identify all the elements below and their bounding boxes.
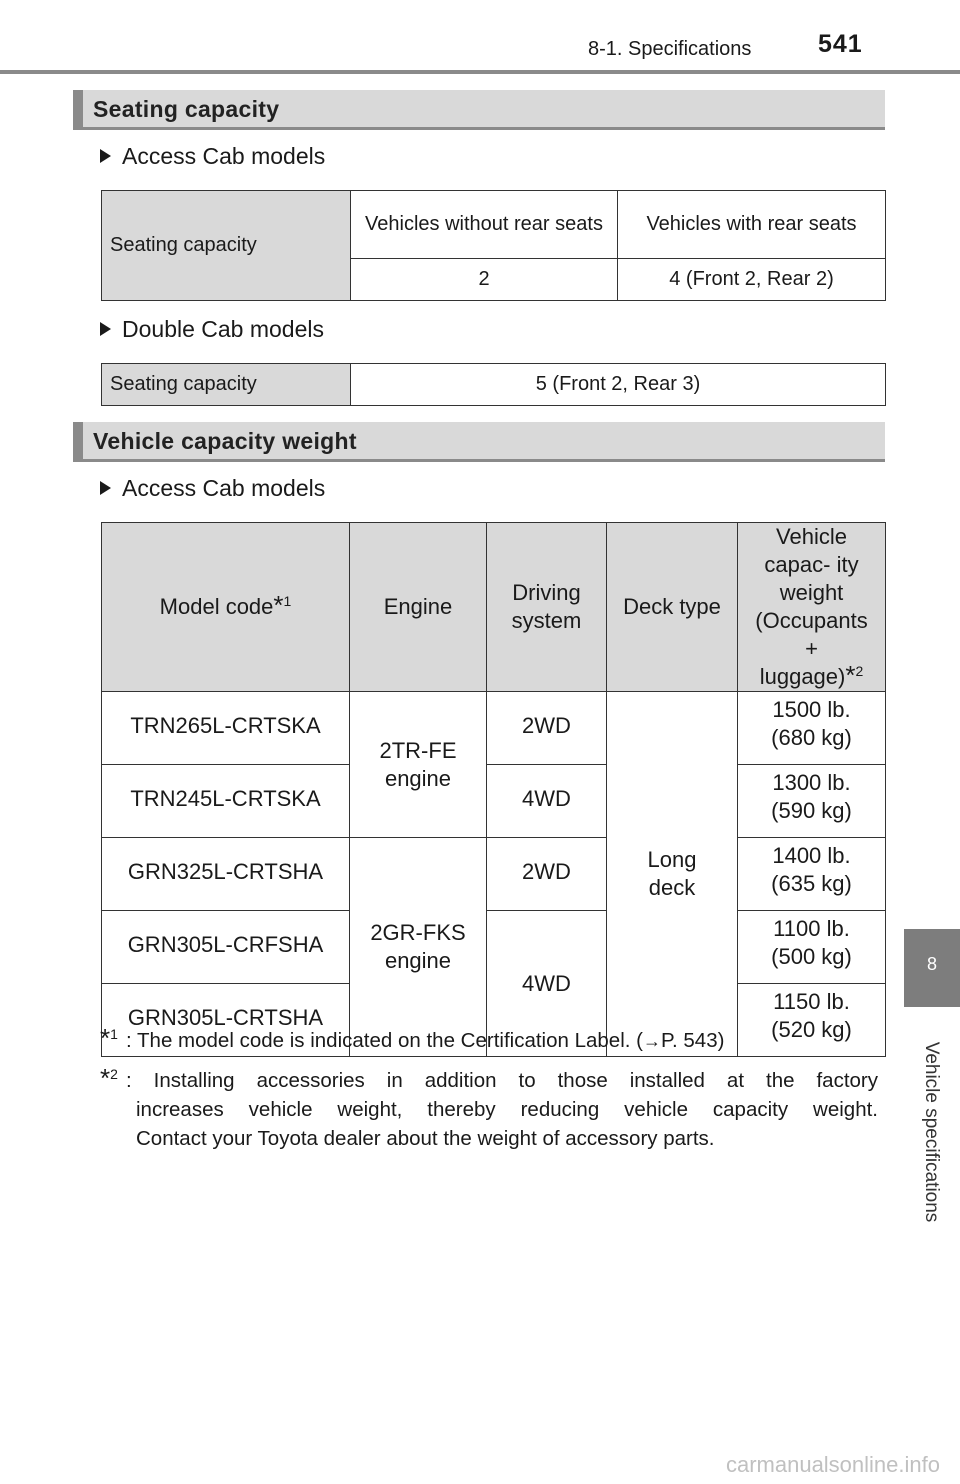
weight-lb: 1500 lb. <box>772 697 851 722</box>
page-number: 541 <box>818 30 863 58</box>
access-cab-seating-table <box>101 190 886 301</box>
capacity-weight-title: Vehicle capacity weight <box>93 428 357 454</box>
model-code-cell: GRN305L-CRTSHA <box>102 984 350 1057</box>
weight-kg: (635 kg) <box>771 871 852 896</box>
footnote-2-line: : Installing accessories in addition to those installed at the factory <box>126 1069 878 1092</box>
footnote-2 <box>100 1063 880 1156</box>
footnote-number: 1 <box>283 593 292 609</box>
footnote-1-body: : The model code is indicated on the Certification Label. ( <box>126 1029 643 1052</box>
table-row <box>102 692 886 765</box>
triangle-bullet-icon <box>100 149 111 163</box>
with-rear-seats-header: Vehicles with rear seats <box>618 191 886 259</box>
drive-cell: 2WD <box>487 838 607 911</box>
seating-label-cell: Seating capacity <box>102 364 351 406</box>
weight-kg: (590 kg) <box>771 798 852 823</box>
weight-lb: 1400 lb. <box>772 843 851 868</box>
footnote-number: 2 <box>110 1066 118 1082</box>
drive-cell: 2WD <box>487 692 607 765</box>
triangle-bullet-icon <box>100 481 111 495</box>
page-reference-link[interactable]: P. 543) <box>660 1029 725 1052</box>
weight-kg: (520 kg) <box>771 1017 852 1042</box>
footnote-1 <box>100 1023 880 1056</box>
header-text: Vehicle capac- ity weight (Occupants + luggage) <box>755 524 868 689</box>
bullet-text: Double Cab models <box>122 316 325 342</box>
weight-kg: (680 kg) <box>771 725 852 750</box>
footnote-2-line: increases vehicle weight, thereby reducing vehicle capacity weight. <box>136 1098 878 1121</box>
footnote-star: * <box>100 1063 111 1093</box>
seating-capacity-title-bar <box>73 90 885 130</box>
double-cab-bullet <box>100 316 324 343</box>
table-row <box>102 765 886 838</box>
header-text: Model code <box>159 594 274 619</box>
chapter-label: Vehicle specifications <box>921 1041 942 1223</box>
table-row <box>102 911 886 984</box>
footnote-number: 2 <box>855 663 864 679</box>
double-cab-seating-value: 5 (Front 2, Rear 3) <box>351 364 886 406</box>
watermark: carmanualsonline.info <box>725 1452 940 1477</box>
bullet-text: Access Cab models <box>122 475 326 501</box>
weight-cell <box>738 838 886 911</box>
weight-lb: 1300 lb. <box>772 770 851 795</box>
capacity-access-cab-bullet <box>100 475 325 502</box>
footnote-2-marker <box>100 1063 118 1095</box>
model-code-cell: GRN325L-CRTSHA <box>102 838 350 911</box>
capacity-weight-table <box>101 522 886 1057</box>
capacity-weight-header <box>738 523 886 692</box>
bullet-text: Access Cab models <box>122 143 326 169</box>
drive-cell: 4WD <box>487 911 607 1057</box>
footnote-2-line: Contact your Toyota dealer about the weight of accessory parts. <box>136 1127 715 1150</box>
footnote-1-marker <box>100 1023 118 1055</box>
weight-cell <box>738 911 886 984</box>
engine-header: Engine <box>350 523 487 692</box>
chapter-number: 8 <box>926 954 937 974</box>
model-code-header <box>102 523 350 692</box>
seating-capacity-title: Seating capacity <box>93 96 280 122</box>
footnote-2-text <box>126 1066 878 1153</box>
without-rear-seats-value: 2 <box>351 259 618 301</box>
table-header-row <box>102 523 886 692</box>
table-row <box>102 838 886 911</box>
arrow-right-icon: → <box>642 1031 661 1051</box>
footnote-mark: * <box>845 660 856 690</box>
drive-cell: 4WD <box>487 765 607 838</box>
engine-cell: 2TR-FE engine <box>350 692 487 838</box>
footnote-1-text <box>126 1026 870 1056</box>
weight-lb: 1100 lb. <box>773 916 850 941</box>
weight-cell <box>738 765 886 838</box>
model-code-cell: GRN305L-CRFSHA <box>102 911 350 984</box>
access-cab-bullet <box>100 143 325 170</box>
model-code-cell: TRN265L-CRTSKA <box>102 692 350 765</box>
footnote-number: 1 <box>110 1026 118 1042</box>
with-rear-seats-value: 4 (Front 2, Rear 2) <box>618 259 886 301</box>
model-code-cell: TRN245L-CRTSKA <box>102 765 350 838</box>
deck-cell: Long deck <box>607 692 738 1057</box>
seating-label-cell: Seating capacity <box>102 191 351 301</box>
footnote-star: * <box>100 1023 111 1053</box>
section-heading: 8-1. Specifications <box>588 38 752 60</box>
footnote-mark: * <box>273 590 284 620</box>
without-rear-seats-header: Vehicles without rear seats <box>351 191 618 259</box>
double-cab-seating-table <box>101 363 886 406</box>
driving-system-header: Driving system <box>487 523 607 692</box>
weight-cell <box>738 692 886 765</box>
engine-cell: 2GR-FKS engine <box>350 838 487 1057</box>
deck-type-header: Deck type <box>607 523 738 692</box>
capacity-weight-title-bar <box>73 422 885 462</box>
triangle-bullet-icon <box>100 322 111 336</box>
weight-lb: 1150 lb. <box>773 989 850 1014</box>
weight-kg: (500 kg) <box>771 944 852 969</box>
header-rule <box>0 70 960 74</box>
